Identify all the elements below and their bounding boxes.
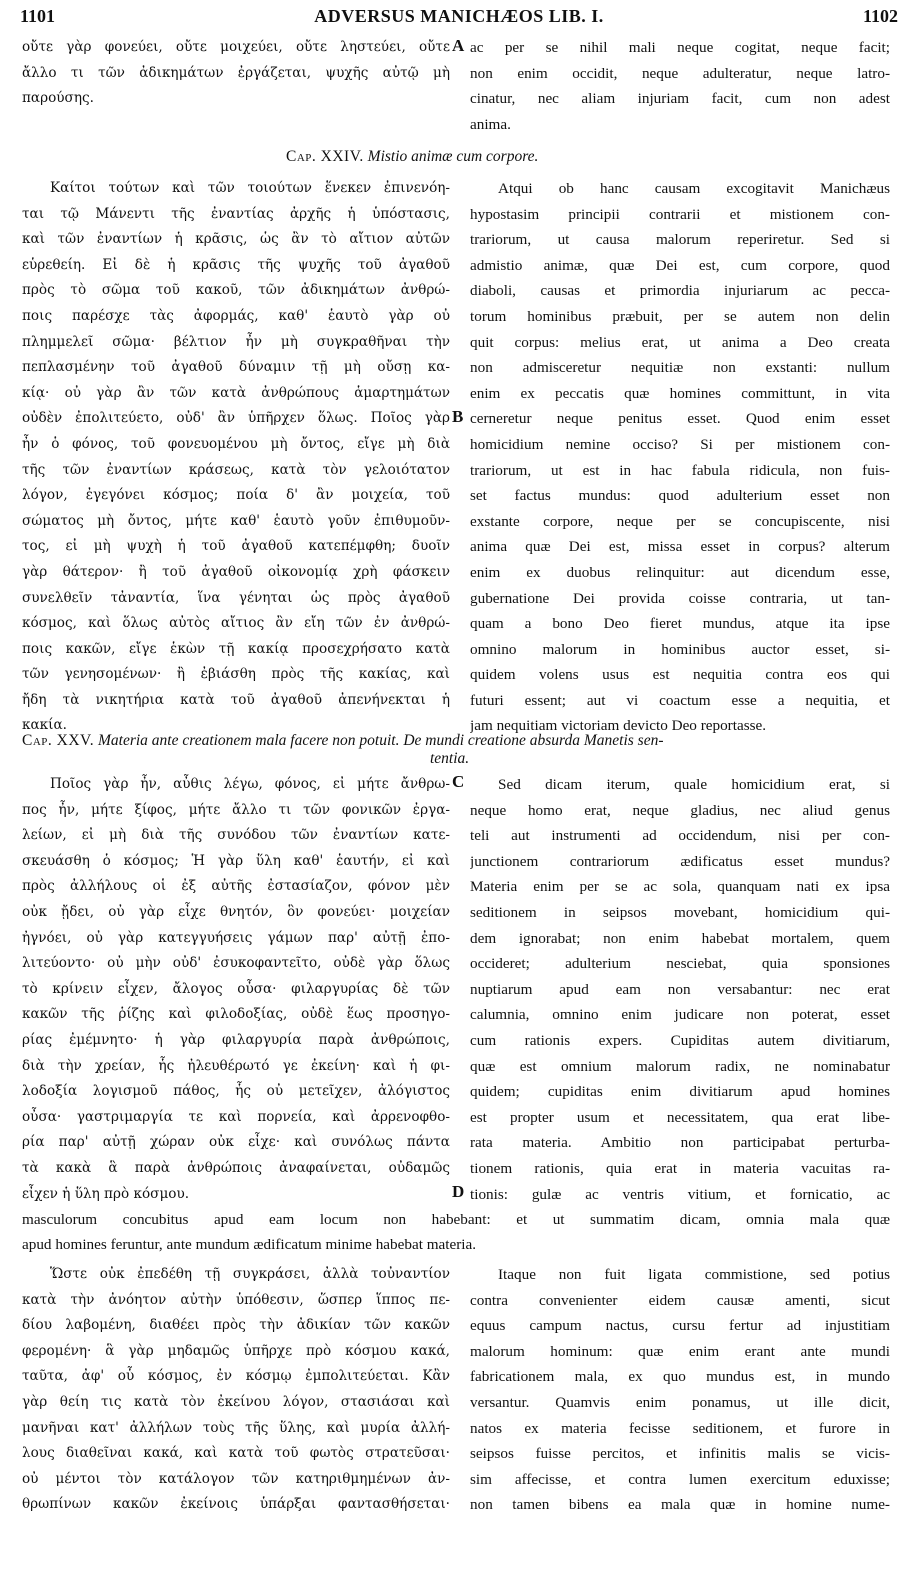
- greek-line: Ποῖος γὰρ ἦν, αὖθις λέγω, φόνος, εἰ μήτε ἄνθρω-: [50, 776, 450, 792]
- greek-line: πρὸς ἀλλήλους οἱ ἐξ αὐτῆς ἐστασίαζον, φόνον μὲν: [22, 878, 450, 895]
- greek-line: τος, εἰ μὴ ψυχὴ ἡ τοῦ ἀγαθοῦ κατεπέμφθη; δυοῖν: [22, 538, 450, 555]
- latin-column-24: [470, 176, 890, 739]
- greek-line: ἄλλο τι τῶν ἀδικημάτων ἐργάζεται, ψυχῆς αὐτῷ μὴ: [22, 64, 450, 81]
- greek-line: πος ἦν, μήτε ξίφος, μήτε ἄλλο τι τῶν φονικῶν ἐργα-: [22, 801, 450, 818]
- greek-line: τῶν γενησομένων· ἢ ἐβιάσθη πρὸς τῆς κακίας, καὶ: [22, 666, 450, 683]
- greek-line: γὰρ θείη τις κατὰ τὸν ἐκείνου λόγον, στασιάσαι καὶ: [22, 1393, 450, 1410]
- margin-marker-b: B: [452, 407, 464, 426]
- greek-line: γὰρ θάτερον· ἢ τοῦ ἀγαθοῦ οἰκονομίᾳ χρὴ φάσκειν: [22, 563, 450, 580]
- latin-line: admistio animæ, quæ Dei est, cum corpore, quod: [470, 256, 890, 274]
- latin-line: quit corpus: melius erat, ut anima a Deo creata: [470, 333, 890, 351]
- greek-line: ρίας ἐμέμνητο· ἡ γὰρ φιλαργυρία παρὰ ἀνθρώποις,: [22, 1031, 450, 1048]
- latin-line: dem ignorabat; non enim habebat mortalem, quem: [470, 929, 890, 947]
- latin-line: ac per se nihil mali neque cogitat, neque facit;: [470, 39, 890, 56]
- greek-line: πεπλασμένην τοῦ ἀγαθοῦ δύναμιν τῇ μὴ οὔσῃ κα-: [22, 359, 450, 376]
- latin-line: enim ex duobus relinquitur: aut dicendum esse,: [470, 563, 890, 581]
- greek-line: φερομένη· ἃ γὰρ μηδαμῶς ὑπῆρχε πρὸ κόσμου κακά,: [22, 1342, 450, 1359]
- latin-line: contra convenienter eidem causæ amenti, sicut: [470, 1291, 890, 1309]
- greek-line: τὸ κρίνειν εἶχεν, ἄλογος οὖσα· φιλαργυρίας δὲ τῶν: [22, 980, 450, 997]
- greek-line: εὑρεθείη. Εἰ δὲ ἡ κρᾶσις τῆς ψυχῆς τοῦ ἀγαθοῦ: [22, 256, 450, 273]
- latin-line: exstante corpore, neque per se concupiscente, nisi: [470, 512, 890, 530]
- latin-line: tionis: gulæ ac ventris vitium, et fornicatio, ac: [470, 1185, 890, 1203]
- greek-line: Καίτοι τούτων καὶ τῶν τοιούτων ἕνεκεν ἐπινενόη-: [50, 180, 450, 196]
- latin-line: Materia enim per se ac sola, quanquam nati ex ipsa: [470, 878, 890, 896]
- latin-line: fabricationem mala, ex quo mundus est, in mundo: [470, 1368, 890, 1386]
- latin-line: cum rationis expers. Cupiditas autem divitiarum,: [470, 1031, 890, 1049]
- greek-line: κακία.: [22, 717, 68, 734]
- margin-marker-c: C: [452, 772, 465, 791]
- greek-line: εἶχεν ἡ ὕλη πρὸ κόσμου.: [22, 1185, 190, 1202]
- latin-line: Itaque non fuit ligata commistione, sed potius: [498, 1266, 890, 1283]
- greek-line: οὐκ ᾔδει, οὐ γὰρ εἶχε θνητόν, ὃν φονεύει· μοιχείαν: [22, 903, 450, 920]
- chapter-24-title: Mistio animæ cum corpore.: [367, 148, 539, 165]
- latin-line: tionem rationis, quia erat in materia vacuitas ra-: [470, 1159, 890, 1177]
- latin-line: diaboli, causas et primordia injuriarum ac pecca-: [470, 282, 890, 300]
- greek-line: ἠγνόει, οὐ γὰρ κατεγγυήσεις γάμων παρ' αὐτῇ ἐπο-: [22, 929, 450, 946]
- greek-line: λόγον, ἐγεγόνει κόσμος; ποία δ' ἂν μοιχεία, τοῦ: [22, 487, 450, 504]
- latin-line: omnino malorum in hominibus auctor esset, si-: [470, 640, 890, 658]
- latin-line: non enim occidit, neque adulteratur, neque latro-: [470, 64, 890, 82]
- greek-line: πλημμελεῖ σῶμα· βέλτιον ἦν μὴ συγκραθῆναι τὴν: [22, 333, 450, 350]
- chapter-24-label: Cap. XXIV.: [286, 148, 364, 165]
- latin-line: trariorum, ut est in hac fabula ridicula, non fuis-: [470, 461, 890, 479]
- greek-line: σώματος μὴ ὄντος, μήτε καθ' ἑαυτὸ γοῦν ἐπιθυμοῦν-: [22, 512, 450, 529]
- latin-column-top: [470, 35, 890, 137]
- latin-line: quidem; cupiditas enim divitiarum apud homines: [470, 1083, 890, 1101]
- chapter-25-heading: [22, 732, 664, 750]
- greek-line: τὰ κακὰ ἃ παρὰ ἀνθρώποις ἀναφαίνεται, οὐδαμῶς: [22, 1159, 450, 1176]
- greek-line: ταῦτα, ἀφ' οὗ κόσμος, ἐν κόσμῳ ἐμπολιτεύεται. Κἂν: [22, 1368, 450, 1385]
- greek-line: οὖσα· γαστριμαργία τε καὶ πορνεία, καὶ ἀρρενοφθο-: [22, 1108, 450, 1125]
- greek-line: κίᾳ· οὐ γὰρ ἂν τῶν κατὰ ἀνθρώπους ἁμαρτημάτων: [22, 384, 450, 401]
- latin-line: neque homo erat, neque gladius, nec aliud genus: [470, 801, 890, 819]
- greek-line: πρὸς τὸ σῶμα τοῦ κακοῦ, τῶν ἀδικημάτων ἀνθρώ-: [22, 282, 450, 299]
- latin-column-26: [470, 1262, 890, 1518]
- page-number-left: 1101: [20, 6, 56, 26]
- latin-line: junctionem contrariorum ædificatus esset mundus?: [470, 852, 890, 870]
- latin-line: calumnia, omnino enim judicare non poterat, esset: [470, 1006, 890, 1024]
- greek-line: ται τῷ Μάνεντι τῆς ἐναντίας ἀρχῆς ἡ ὑπόστασις,: [22, 205, 450, 222]
- greek-line: θρωπίνων κακῶν ἐκείνοις ὑπάρξαι φαντασθήσεται·: [22, 1496, 450, 1513]
- latin-line: versantur. Quamvis enim ponamus, ut ille dicit,: [470, 1393, 890, 1411]
- running-header: [20, 6, 898, 32]
- latin-line: gubernatione Dei provida coisse contraria, ut tan-: [470, 589, 890, 607]
- latin-line: quæ est omnium malorum radix, ne nominabatur: [470, 1057, 890, 1075]
- margin-marker-a: A: [452, 36, 465, 55]
- greek-line: κακῶν τῆς ῥίζης καὶ φιλοδοξίας, οὐδὲ ἕως προσηγο-: [22, 1006, 450, 1023]
- greek-line: ρία παρ' αὐτῇ χώραν οὐκ εἶχε· καὶ συνόλως πάντα: [22, 1134, 450, 1151]
- latin-line: futuri essent; aut vi coactum esse a nequitia, et: [470, 691, 890, 709]
- chapter-25-label: Cap. XXV.: [22, 732, 95, 749]
- chapter-25-title: Materia ante creationem mala facere non potuit. De mundi creatione absurda Manetis sen-: [97, 732, 664, 749]
- latin-line: set factus mundus: quod adulterium esset non: [470, 487, 890, 505]
- greek-line: λιτεύοντο· οὐ μὴν οὐδ' ἐσυκοφαντεῖτο, οὐδὲ γὰρ ὅλως: [22, 955, 450, 972]
- full-width-line: apud homines feruntur, ante mundum ædificatum minime habebat materia.: [22, 1236, 477, 1253]
- latin-line: cinatur, nec aliam injuriam facit, cum non adest: [470, 90, 890, 108]
- latin-line: equus campum nactus, cursu fertur ad injustitiam: [470, 1317, 890, 1335]
- latin-line: hypostasim principii contrarii et mistionem con-: [470, 205, 890, 223]
- greek-line: καὶ τῶν ἐναντίων ἡ κρᾶσις, ὡς ἂν τὸ αἴτιον αὐτῶν: [22, 231, 450, 248]
- latin-line: natos ex materia fecisse seditionem, et furore in: [470, 1419, 890, 1437]
- greek-column-25: [22, 772, 450, 1207]
- latin-line: jam nequitiam victoriam devicto Deo reportasse.: [470, 717, 767, 735]
- greek-line: κατὰ τὴν ἀνόητον αὐτὴν ὑπόθεσιν, ὥσπερ ἵππος πε-: [22, 1291, 450, 1308]
- chapter-25-title-end: tentia.: [430, 750, 470, 767]
- latin-line: est propter usum et necessitatem, qua erat libe-: [470, 1108, 890, 1126]
- greek-line: λους διαθεῖναι κακά, καὶ κατὰ τοῦ φωτὸς στρατεῦσαι·: [22, 1445, 450, 1462]
- greek-line: συνελθεῖν τἀναντία, ἵνα γένηται ὡς πρὸς ἀγαθοῦ: [22, 589, 450, 606]
- running-title: ADVERSUS MANICHÆOS LIB. I.: [314, 6, 604, 26]
- greek-line: οὔτε γὰρ φονεύει, οὔτε μοιχεύει, οὔτε ληστεύει, οὔτε: [22, 39, 450, 55]
- latin-line: Sed dicam iterum, quale homicidium erat, si: [498, 776, 890, 793]
- latin-line: anima quæ Dei est, missa esset in corpus? alterum: [470, 538, 890, 556]
- greek-column-26: [22, 1262, 450, 1518]
- latin-line: homicidium nemine occiso? Si per mistionem con-: [470, 435, 890, 453]
- greek-line: ἤδη τὰ νικητήρια κατὰ τοῦ ἀγαθοῦ ἀπενήνεκται ἡ: [22, 691, 450, 708]
- latin-line: anima.: [470, 115, 511, 133]
- greek-line: ἦν ὁ φόνος, τοῦ φονευομένου μὴ ὄντος, εἴγε μὴ διὰ: [22, 435, 450, 452]
- latin-line: teli aut instrumenti ad occidendum, nisi per con-: [470, 827, 890, 845]
- latin-line: quidem volens usus est nequitia contra eos qui: [470, 666, 890, 684]
- latin-line: torum hominibus præbuit, per se autem non delin: [470, 307, 890, 325]
- chapter-25-heading-continued: [430, 750, 469, 768]
- latin-line: nuptiarum apud eam non versabantur: nec erat: [470, 980, 890, 998]
- latin-line: non admisceretur nequitiæ non exstanti: nullum: [470, 359, 890, 377]
- margin-marker-d: D: [452, 1182, 465, 1201]
- greek-line: λείων, εἰ μὴ διὰ τῆς συνόδου τῶν ἐναντίων κατε-: [22, 827, 450, 844]
- latin-line: rata materia. Ambitio non participabat perturba-: [470, 1134, 890, 1152]
- latin-column-25: [470, 772, 890, 1207]
- latin-line: cerneretur neque penitus esset. Quod enim esset: [470, 410, 890, 428]
- greek-line: Ὥστε οὐκ ἐπεδέθη τῇ συγκράσει, ἀλλὰ τοὐναντίον: [50, 1266, 450, 1282]
- chapter-24-heading: [286, 148, 538, 166]
- latin-line: occideret; adulterium nesciebat, quia sponsiones: [470, 955, 890, 973]
- latin-line: enim ex peccatis quæ homines committunt, in vita: [470, 384, 890, 402]
- latin-line: seipsos fuisse percitos, et infinitis malis se vicis-: [470, 1445, 890, 1463]
- greek-column-top: [22, 35, 450, 112]
- latin-line: trariorum, ut causa malorum reperiretur. Sed si: [470, 231, 890, 249]
- greek-line: σκευάσθη ὁ κόσμος; Ἡ γὰρ ὕλη καθ' ἑαυτήν, εἰ καὶ: [22, 852, 450, 869]
- latin-line: seditionem in seipsos movebant, homicidium qui-: [470, 903, 890, 921]
- greek-line: μανῆναι κατ' ἀλλήλων τοὺς τῆς ὕλης, καὶ μυρία ἀλλή-: [22, 1419, 450, 1436]
- greek-line: δίου λαβομένη, διαθέει πρὸς τὴν ἀδικίαν τῶν κακῶν: [22, 1317, 450, 1334]
- latin-line: quam a bono Deo fieret mundus, atque ita ipse: [470, 615, 890, 633]
- greek-line: οὐδὲν ἐπολιτεύετο, οὐδ' ἂν ὑπῆρχεν ὅλως. Ποῖος γὰρ: [22, 410, 450, 427]
- greek-line: τῆς τῶν ἐναντίων κράσεως, κατὰ τὸν γελοιότατον: [22, 461, 450, 478]
- full-width-line: masculorum concubitus apud eam locum non habebant: et ut summatim dicam, omnia mala quæ: [22, 1211, 890, 1228]
- latin-line: Atqui ob hanc causam excogitavit Manichæus: [498, 180, 890, 197]
- greek-line: κόσμος, καὶ ὅλως αὐτὸς αἴτιος ἂν εἴη τῶν ἐν ἀνθρώ-: [22, 615, 450, 632]
- greek-line: παρούσης.: [22, 90, 94, 107]
- greek-line: οὐ μέντοι τὸν κατάλογον τῶν κατηριθμημένων ἀν-: [22, 1470, 450, 1487]
- greek-column-24: [22, 176, 450, 739]
- latin-line: non tamen bibens ea mala quæ in homine nume-: [470, 1496, 890, 1514]
- latin-line: sim affecisse, et contra lumen exercitum eduxisse;: [470, 1470, 890, 1488]
- greek-line: ποις κακῶν, εἴγε ἑκὼν τῇ κακίᾳ προσεχρήσατο κατὰ: [22, 640, 450, 657]
- greek-line: λοδοξία λογισμοῦ πάθος, ἧς οὐ μετεῖχεν, ἀλόγιστος: [22, 1083, 450, 1100]
- greek-line: διὰ τὴν χρείαν, ἧς ἠλευθέρωτό γε ἐκείνη· καὶ ἡ φι-: [22, 1057, 450, 1074]
- page-number-right: 1102: [862, 6, 898, 26]
- greek-line: ποις παρέσχε τὰς ἀφορμάς, καθ' ἑαυτὸ γὰρ οὐ: [22, 307, 450, 324]
- latin-line: malorum hominum: quæ enim erant ante mundi: [470, 1342, 890, 1360]
